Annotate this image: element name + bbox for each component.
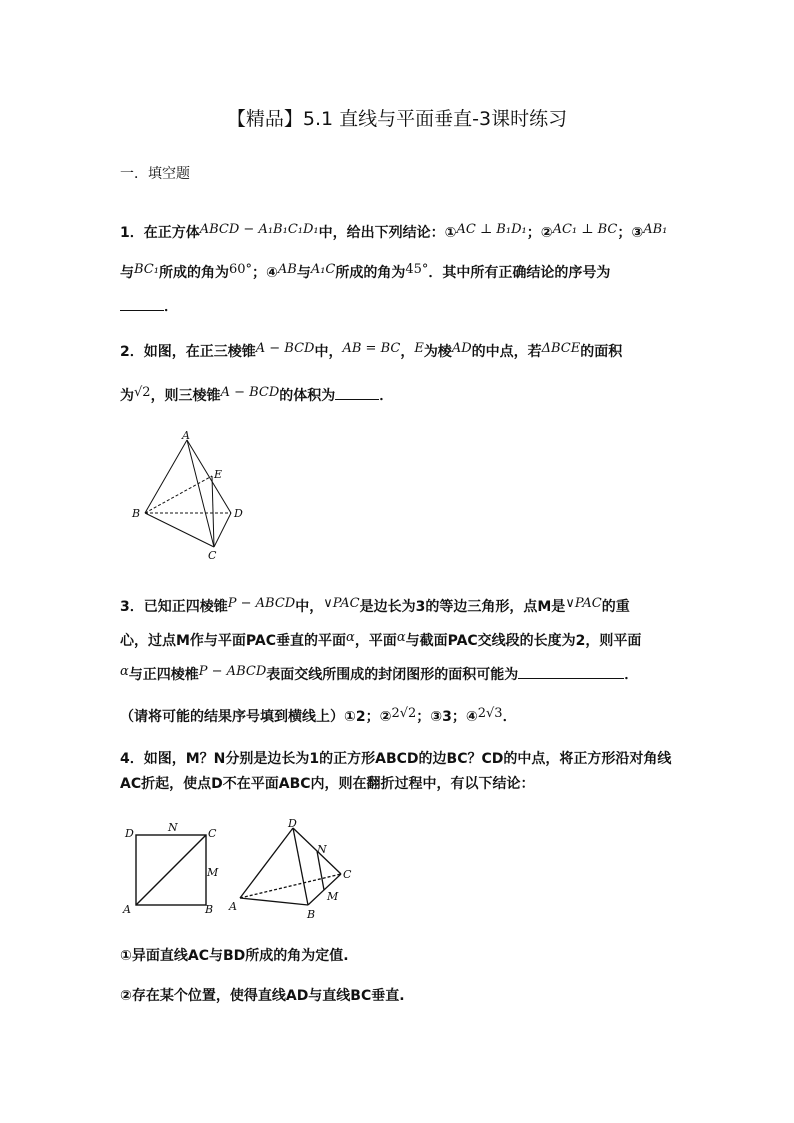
label-d: D bbox=[234, 507, 243, 520]
edge-ac bbox=[187, 440, 214, 547]
label-b: B bbox=[307, 908, 316, 921]
edge-ce bbox=[212, 476, 214, 547]
label-b: B bbox=[205, 903, 214, 916]
label-m: M bbox=[207, 866, 219, 879]
figure-square-abcd bbox=[118, 820, 224, 920]
label-d: D bbox=[125, 827, 134, 840]
math-cube: ABCD − A₁B₁C₁D₁ bbox=[199, 222, 319, 237]
q4-option-2: ②存在某个位置，使得直线AD与直线BC垂直. bbox=[120, 988, 405, 1004]
math-conclusion-2: AC₁ ⊥ BC bbox=[552, 222, 618, 237]
answer-blank-q1[interactable] bbox=[120, 300, 164, 311]
edge-ab bbox=[145, 440, 187, 513]
figure-folded-square bbox=[226, 814, 358, 922]
label-a: A bbox=[123, 903, 131, 916]
label-c: C bbox=[208, 549, 217, 562]
edge-cd bbox=[214, 513, 231, 547]
answer-blank-q2[interactable] bbox=[335, 389, 379, 400]
edge-ab bbox=[240, 898, 308, 905]
label-n: N bbox=[317, 843, 327, 856]
answer-blank-q3[interactable] bbox=[518, 668, 624, 679]
label-a: A bbox=[229, 900, 237, 913]
section-heading: 一．填空题 bbox=[120, 166, 190, 182]
edge-bc bbox=[145, 513, 214, 547]
q3-line-4: （请将可能的结果序号填到横线上）①2；②2√2；③3；④2√3． bbox=[120, 706, 517, 725]
label-m: M bbox=[327, 890, 339, 903]
q1-line-2: 与BC₁所成的角为60°；④AB与A₁C所成的角为45°．其中所有正确结论的序号为 bbox=[120, 262, 611, 281]
math-conclusion-1: AC ⊥ B₁D₁ bbox=[456, 222, 527, 237]
figure-pyramid-a-bcd bbox=[128, 430, 250, 562]
q3-line-2: 心，过点M作与平面PAC垂直的平面α，平面α与截面PAC交线段的长度为2，则平面 bbox=[120, 630, 642, 649]
label-c: C bbox=[208, 827, 217, 840]
label-b: B bbox=[132, 507, 141, 520]
q1-line-1: 1．在正方体ABCD − A₁B₁C₁D₁中，给出下列结论：①AC ⊥ B₁D₁；②AC₁ ⊥ BC；③AB₁ bbox=[120, 222, 668, 241]
edge-be bbox=[145, 476, 212, 513]
q4-line-1: 4．如图，M？N分别是边长为1的正方形ABCD的边BC？CD的中点，将正方形沿对角线 bbox=[120, 751, 672, 767]
q2-line-2: 为√2，则三棱锥A − BCD的体积为 ． bbox=[120, 385, 394, 404]
q3-line-3: α与正四棱椎P − ABCD表面交线所围成的封闭图形的面积可能为 ． bbox=[120, 664, 639, 683]
q1-line-3: ． bbox=[120, 296, 178, 316]
q3-line-1: 3．已知正四棱锥P − ABCD中，∨PAC是边长为3的等边三角形，点M是∨PAC的重 bbox=[120, 596, 630, 615]
math-conclusion-3a: AB₁ bbox=[643, 222, 668, 237]
label-c: C bbox=[343, 868, 352, 881]
edge-ad bbox=[187, 440, 231, 513]
label-a: A bbox=[182, 430, 190, 442]
label-d: D bbox=[288, 817, 297, 830]
diagonal-ac bbox=[136, 835, 206, 905]
page-title: 【精品】5.1 直线与平面垂直-3课时练习 bbox=[226, 108, 568, 130]
label-e: E bbox=[214, 468, 223, 481]
label-n: N bbox=[168, 821, 178, 834]
q4-line-2: AC折起，使点D不在平面ABC内，则在翻折过程中，有以下结论： bbox=[120, 776, 535, 792]
q4-option-1: ①异面直线AC与BD所成的角为定值. bbox=[120, 948, 349, 964]
q2-line-1: 2．如图，在正三棱锥A − BCD中，AB = BC，E为棱AD的中点，若ΔBCE的面积 bbox=[120, 341, 623, 360]
